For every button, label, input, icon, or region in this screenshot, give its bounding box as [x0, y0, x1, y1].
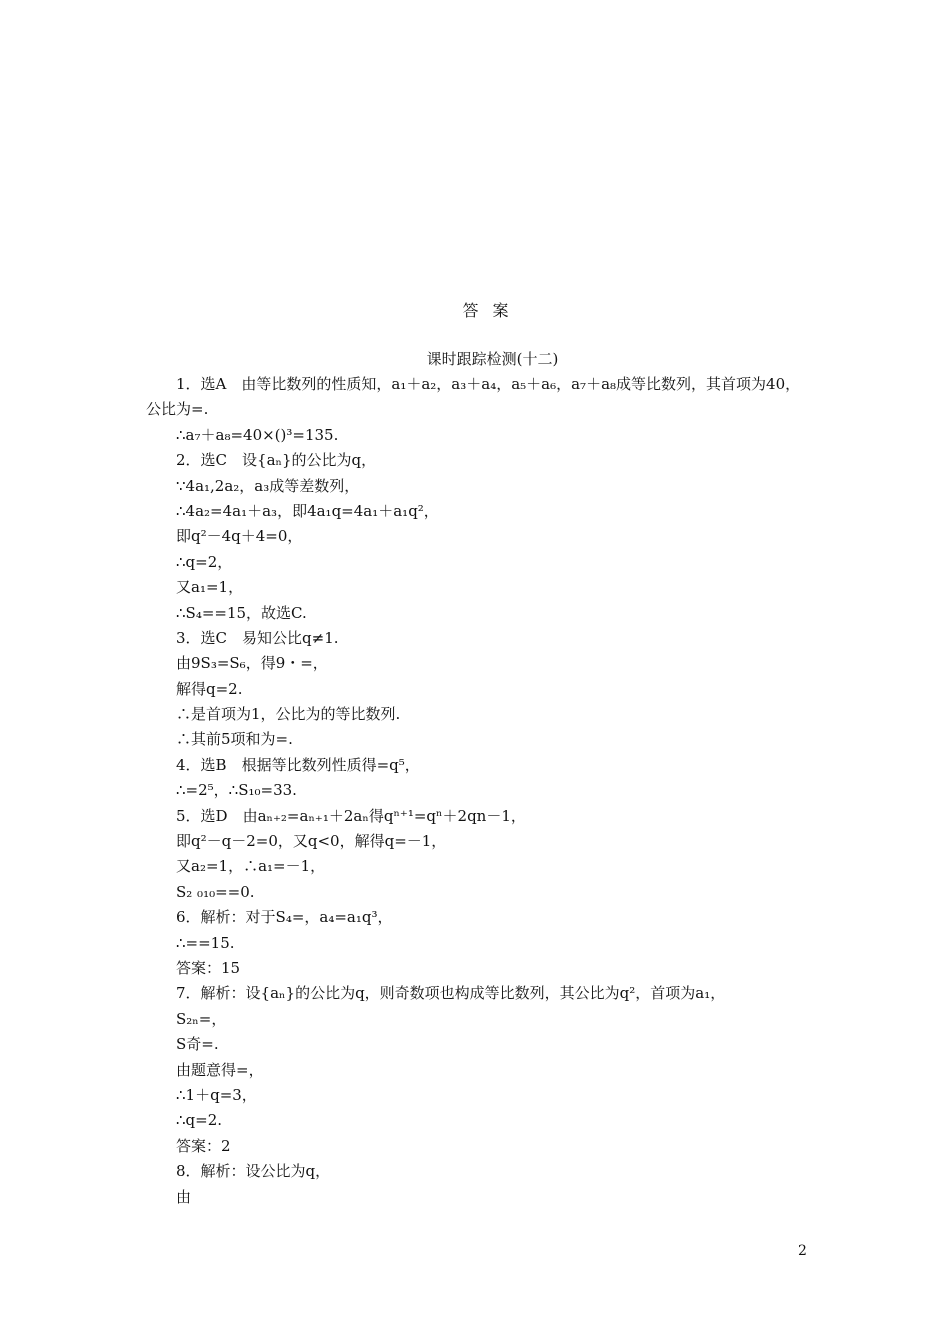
- answer-line: 即q²－q－2=0，又q<0，解得q=－1，: [176, 832, 447, 851]
- answer-line: S₂ ₀₁₀==0.: [176, 882, 255, 901]
- answer-line: ∴1＋q=3，: [176, 1085, 257, 1104]
- answer-line: S₂ₙ=，: [176, 1009, 227, 1028]
- answer-line: ∴q=2.: [176, 1111, 223, 1130]
- answer-line: 由: [176, 1187, 192, 1206]
- answer-line: ∴是首项为1，公比为的等比数列.: [176, 705, 401, 724]
- answer-line: 5．选D 由aₙ₊₂=aₙ₊₁＋2aₙ得qⁿ⁺¹=qⁿ＋2qn－1，: [176, 806, 526, 825]
- answer-line: 即q²－4q＋4=0，: [176, 527, 303, 546]
- answer-line: ∴其前5项和为=.: [176, 730, 293, 749]
- answer-line: 6．解析：对于S₄=，a₄=a₁q³，: [176, 908, 393, 927]
- answer-line: 公比为=.: [146, 400, 209, 419]
- answer-line: 4．选B 根据等比数列性质得=q⁵，: [176, 755, 420, 774]
- answer-line: 7．解析：设{aₙ}的公比为q，则奇数项也构成等比数列，其公比为q²，首项为a₁，: [176, 984, 726, 1003]
- answer-line: ∴==15.: [176, 933, 235, 952]
- section-title: 课时跟踪检测(十二): [426, 350, 559, 368]
- answer-line: 1．选A 由等比数列的性质知，a₁＋a₂，a₃＋a₄，a₅＋a₆，a₇＋a₈成等比数列，其首项为40，: [176, 375, 801, 393]
- answer-line: 由9S₃=S₆，得9・=，: [176, 654, 328, 673]
- page-title: 答案: [462, 301, 523, 320]
- answer-line: ∴4a₂=4a₁＋a₃，即4a₁q=4a₁＋a₁q²，: [176, 501, 439, 520]
- answer-line: S奇=.: [176, 1035, 219, 1054]
- answer-line: ∴a₇＋a₈=40×()³=135.: [176, 425, 339, 444]
- answer-line: 解得q=2.: [176, 679, 243, 698]
- answer-line: 2．选C 设{aₙ}的公比为q，: [176, 451, 377, 470]
- answer-line: 又a₂=1，∴a₁=－1，: [176, 857, 326, 876]
- answer-line: 答案：15: [176, 958, 241, 977]
- answer-body: [146, 372, 846, 1210]
- answer-line: 由题意得=，: [176, 1060, 264, 1079]
- answer-line: 又a₁=1，: [176, 578, 244, 597]
- answer-line: ∴S₄==15，故选C.: [176, 603, 307, 622]
- answer-line: 答案：2: [176, 1136, 231, 1155]
- answer-line: 3．选C 易知公比q≠1.: [176, 628, 339, 647]
- answer-line: 8．解析：设公比为q，: [176, 1162, 331, 1181]
- answer-line: ∴q=2，: [176, 552, 233, 571]
- answer-line: ∴=2⁵，∴S₁₀=33.: [176, 781, 297, 800]
- answer-line: ∵4a₁,2a₂，a₃成等差数列，: [176, 476, 360, 495]
- page-number: 2: [798, 1243, 807, 1259]
